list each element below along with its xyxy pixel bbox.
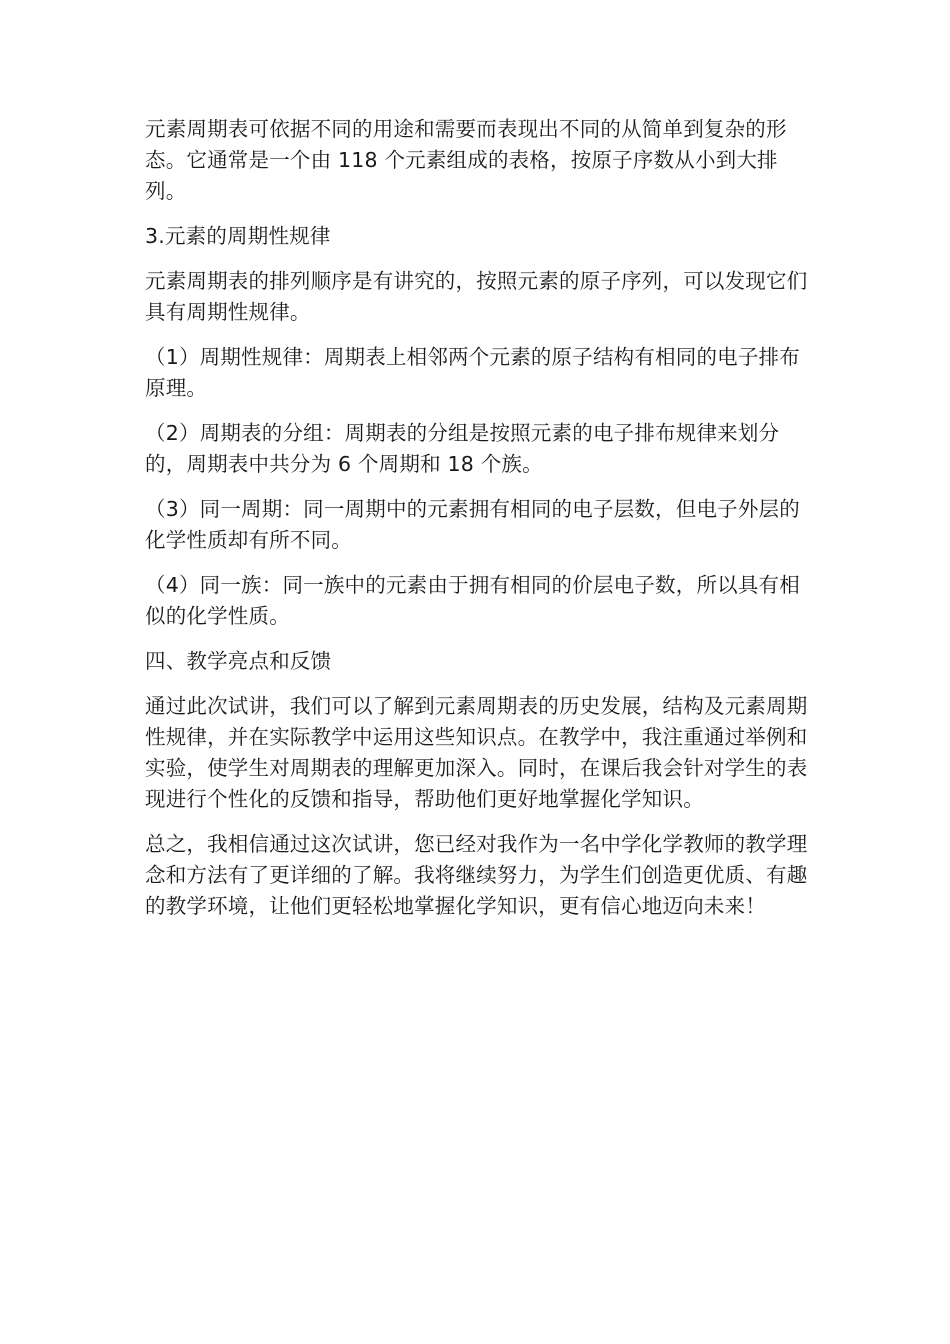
document-page [145, 114, 810, 936]
list-item-1: （1）周期性规律：周期表上相邻两个元素的原子结构有相同的电子排布原理。 [145, 345, 800, 400]
list-item-2: （2）周期表的分组：周期表的分组是按照元素的电子排布规律来划分的，周期表中共分为 6 个周期和 18 个族。 [145, 421, 780, 476]
paragraph-conclusion: 总之，我相信通过这次试讲，您已经对我作为一名中学化学教师的教学理念和方法有了更详细的了解。我将继续努力，为学生们创造更优质、有趣的教学环境，让他们更轻松地掌握化学知识，更有信心地迈向未来！ [145, 832, 808, 918]
paragraph-periodic-order: 元素周期表的排列顺序是有讲究的，按照元素的原子序列，可以发现它们具有周期性规律。 [145, 269, 808, 324]
list-item-4: （4）同一族：同一族中的元素由于拥有相同的价层电子数，所以具有相似的化学性质。 [145, 573, 800, 628]
section-heading-highlights: 四、教学亮点和反馈 [145, 649, 332, 673]
paragraph-teaching-feedback: 通过此次试讲，我们可以了解到元素周期表的历史发展，结构及元素周期性规律，并在实际教学中运用这些知识点。在教学中，我注重通过举例和实验，使学生对周期表的理解更加深入。同时，在课后我会针对学生的表现进行个性化的反馈和指导，帮助他们更好地掌握化学知识。 [145, 694, 808, 811]
paragraph-periodic-table-forms: 元素周期表可依据不同的用途和需要而表现出不同的从简单到复杂的形态。它通常是一个由 118 个元素组成的表格，按原子序数从小到大排列。 [145, 117, 787, 203]
list-item-3: （3）同一周期：同一周期中的元素拥有相同的电子层数，但电子外层的化学性质却有所不同。 [145, 497, 800, 552]
section-heading-periodic-law: 3.元素的周期性规律 [145, 224, 331, 248]
